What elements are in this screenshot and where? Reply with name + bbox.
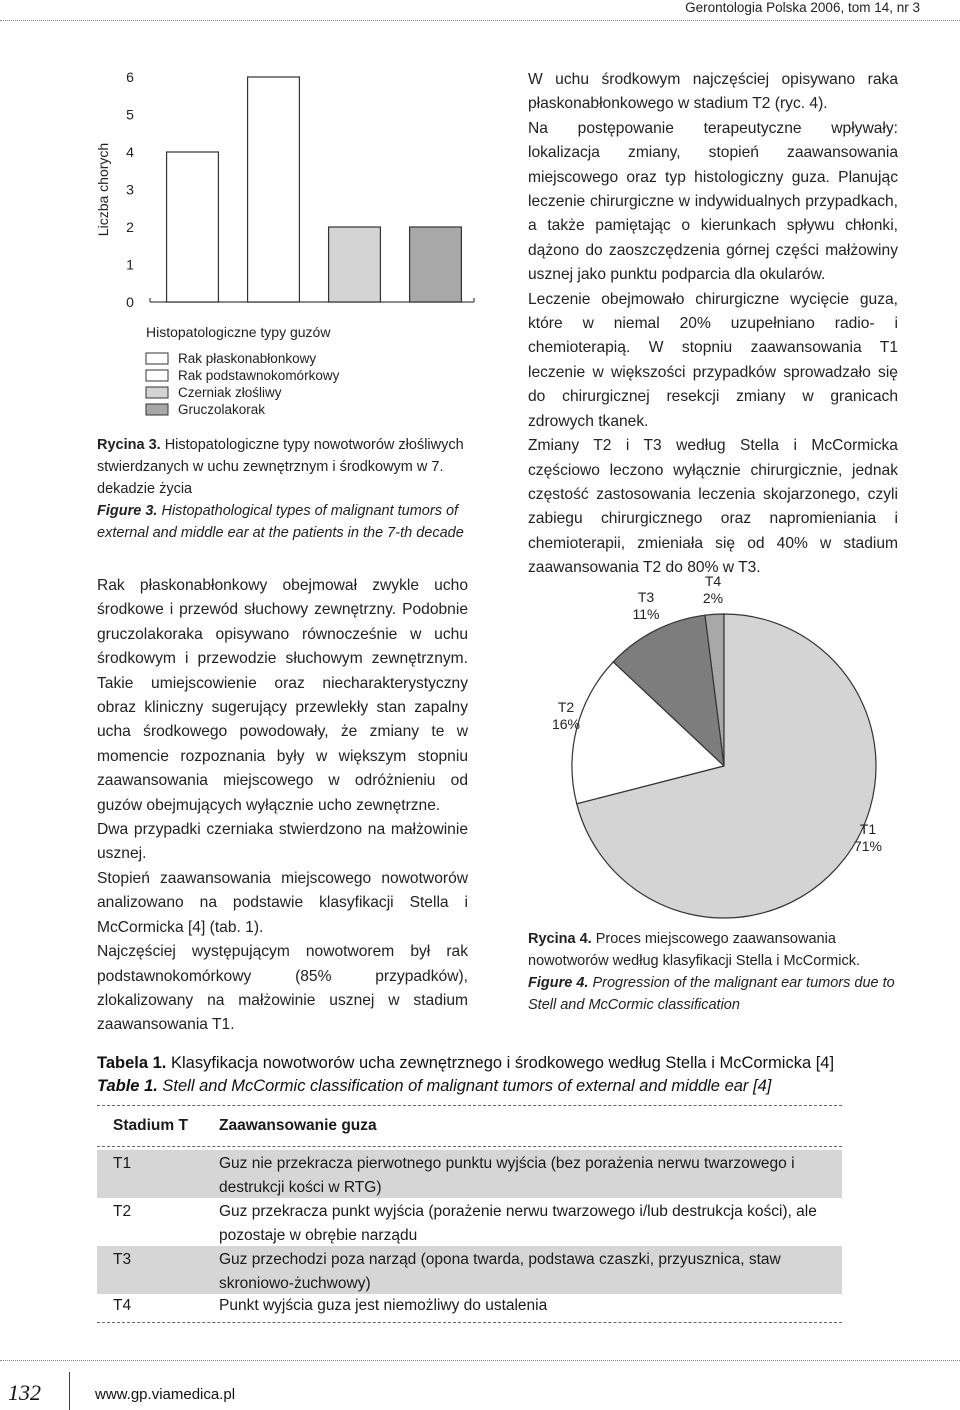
column-header-stage: Stadium T xyxy=(113,1117,188,1134)
paragraph: Na postępowanie terapeutyczne wpływały: lokalizacja zmiany, stopień zaawansowania miejscowego oraz typ histologiczny guza. Planując leczenie chirurgiczne w indywidualnych przypadkach, a także pamiętając o kierunkach spływu chłonki, dążono do zaoszczędzenia górnej części małżowiny usznej jako punktu podparcia dla okularów. xyxy=(528,119,898,284)
caption-label: Rycina 3. xyxy=(97,437,161,453)
legend-label: Rak płaskonabłonkowy xyxy=(178,351,317,366)
left-column-text xyxy=(97,574,468,1038)
caption-label: Figure 3. xyxy=(97,503,158,519)
slice-percent-label: 16% xyxy=(551,716,581,732)
slice-percent-label: 11% xyxy=(632,606,660,622)
legend-label: Rak podstawnokomórkowy xyxy=(178,368,340,383)
slice-label: T4 xyxy=(704,573,722,589)
table-1-caption xyxy=(97,1052,834,1098)
paragraph: Leczenie obejmowało chirurgiczne wycięcie guza, które w niemal 20% uzupełniano radio- i chemioterapią. W stopniu zaawansowania T1 leczenie w większości przypadków sprowadzało się do chirurgicznej resekcji zmiany w granicach zdrowych tkanek. xyxy=(528,290,898,430)
caption-text: Klasyfikacja nowotworów ucha zewnętrznego i środkowego według Stella i McCormicka [4] xyxy=(166,1054,835,1072)
table-row xyxy=(97,1294,842,1320)
pie-chart-svg xyxy=(530,572,930,932)
header-divider xyxy=(0,20,960,21)
table-1-caption-pl xyxy=(97,1052,834,1075)
bar xyxy=(167,152,219,302)
figure-3-caption-en xyxy=(97,500,477,544)
page-number: 132 xyxy=(8,1380,41,1405)
figure-4-pie-chart xyxy=(530,572,930,932)
y-tick-label: 2 xyxy=(126,219,134,235)
paragraph: Dwa przypadki czerniaka stwierdzono na małżowinie usznej. xyxy=(97,821,468,863)
bar xyxy=(329,227,381,302)
description-cell: Guz przechodzi poza narząd (opona twarda, podstawa czaszki, przyusznica, staw skroniowo-żuchwowy) xyxy=(219,1251,781,1292)
caption-text: Progression of the malignant ear tumors due to Stell and McCormic classification xyxy=(528,975,895,1013)
legend-swatch xyxy=(146,404,168,415)
slice-label: T3 xyxy=(637,589,655,605)
table-header-divider xyxy=(97,1146,842,1147)
stage-cell: T3 xyxy=(113,1251,132,1268)
paragraph: Najczęściej występującym nowotworem był rak podstawnokomórkowy (85% przypadków), zlokalizowany na małżowinie usznej w stadium zaawansowania T1. xyxy=(97,943,468,1034)
legend-swatch xyxy=(146,370,168,381)
slice-percent-label: 2% xyxy=(702,590,724,606)
y-tick-label: 6 xyxy=(126,69,134,85)
slice-label: T2 xyxy=(557,699,575,715)
figure-4-caption xyxy=(528,928,906,1016)
legend-swatch xyxy=(146,387,168,398)
legend-title: Histopatologiczne typy guzów xyxy=(146,324,331,340)
stage-cell: T1 xyxy=(113,1155,132,1172)
legend-label: Gruczolakorak xyxy=(178,402,266,417)
figure-4-caption-pl xyxy=(528,928,906,972)
slice-label: T1 xyxy=(859,821,877,837)
journal-url[interactable]: www.gp.viamedica.pl xyxy=(95,1386,236,1403)
caption-text: Histopatologiczne typy nowotworów złośliwych stwierdzanych w uchu zewnętrznym i środkowym w 7. dekadzie życia xyxy=(97,437,464,497)
caption-text: Stell and McCormic classification of malignant tumors of external and middle ear [4] xyxy=(157,1077,772,1095)
figure-4-caption-en xyxy=(528,972,906,1016)
caption-label: Table 1. xyxy=(97,1077,158,1095)
y-tick-label: 0 xyxy=(126,294,134,310)
caption-label: Rycina 4. xyxy=(528,931,592,947)
legend-swatch xyxy=(146,353,168,364)
description-cell: Guz przekracza punkt wyjścia (porażenie nerwu twarzowego i/lub destrukcja kości), ale pozostaje w obrębie narządu xyxy=(219,1203,817,1244)
caption-text: Proces miejscowego zaawansowania nowotworów według klasyfikacji Stella i McCormick. xyxy=(528,931,860,969)
footer-divider xyxy=(0,1360,960,1361)
y-tick-label: 3 xyxy=(126,181,134,198)
bar-chart-svg xyxy=(92,62,482,422)
y-axis-label: Liczba chorych xyxy=(95,142,111,237)
paragraph: W uchu środkowym najczęściej opisywano raka płaskonabłonkowego w stadium T2 (ryc. 4). xyxy=(528,71,898,113)
bar xyxy=(248,77,300,302)
table-1-caption-en xyxy=(97,1075,834,1098)
table-row xyxy=(97,1150,842,1198)
running-header: Gerontologia Polska 2006, tom 14, nr 3 xyxy=(685,0,920,15)
description-cell: Guz nie przekracza pierwotnego punktu wyjścia (bez porażenia nerwu twarzowego i destrukcji kości w RTG) xyxy=(219,1155,795,1196)
stage-cell: T2 xyxy=(113,1203,132,1220)
figure-3-caption xyxy=(97,434,477,544)
column-header-description: Zaawansowanie guza xyxy=(219,1117,377,1134)
paragraph: Zmiany T2 i T3 według Stella i McCormicka częściowo leczono wyłącznie chirurgicznie, jednak częstość zastosowania leczenia skojarzonego, czyli zabiegu chirurgicznego oraz napromieniania i chemioterapii, zmieniała się od 40% w stadium zaawansowania T2 do 80% w T3. xyxy=(528,437,898,577)
figure-3-bar-chart xyxy=(92,62,482,417)
caption-text: Histopathological types of malignant tumors of external and middle ear at the patients in the 7-th decade xyxy=(97,503,464,541)
paragraph: Stopień zaawansowania miejscowego nowotworów analizowano na podstawie klasyfikacji Stella i McCormicka [4] (tab. 1). xyxy=(97,869,468,936)
table-row xyxy=(97,1246,842,1294)
bar xyxy=(410,227,462,302)
figure-3-caption-pl xyxy=(97,434,477,500)
table-row xyxy=(97,1198,842,1246)
paragraph: Rak płaskonabłonkowy obejmował zwykle ucho środkowe i przewód słuchowy zewnętrzny. Podobnie gruczolakoraka opisywano równocześnie w uchu środkowym i przewodzie słuchowym zewnętrznym. Takie umiejscowienie oraz niecharakterystyczny obraz kliniczny sugerujący przewlekły stan zapalny ucha środkowego powodowały, że zmiany te w momencie rozpoznania były w większym stopniu zaawansowania miejscowego w odróżnieniu od guzów obejmujących wyłącznie ucho zewnętrzne. xyxy=(97,577,468,814)
y-tick-label: 5 xyxy=(126,106,134,123)
table-1 xyxy=(97,1105,842,1323)
slice-percent-label: 71% xyxy=(853,838,883,854)
y-tick-label: 1 xyxy=(126,256,134,273)
caption-label: Figure 4. xyxy=(528,975,589,991)
table-header xyxy=(97,1114,842,1144)
y-tick-label: 4 xyxy=(126,144,134,160)
caption-label: Tabela 1. xyxy=(97,1054,167,1072)
stage-cell: T4 xyxy=(113,1297,132,1314)
description-cell: Punkt wyjścia guza jest niemożliwy do ustalenia xyxy=(219,1297,548,1314)
right-column-text xyxy=(528,68,898,581)
legend-label: Czerniak złośliwy xyxy=(178,385,282,400)
